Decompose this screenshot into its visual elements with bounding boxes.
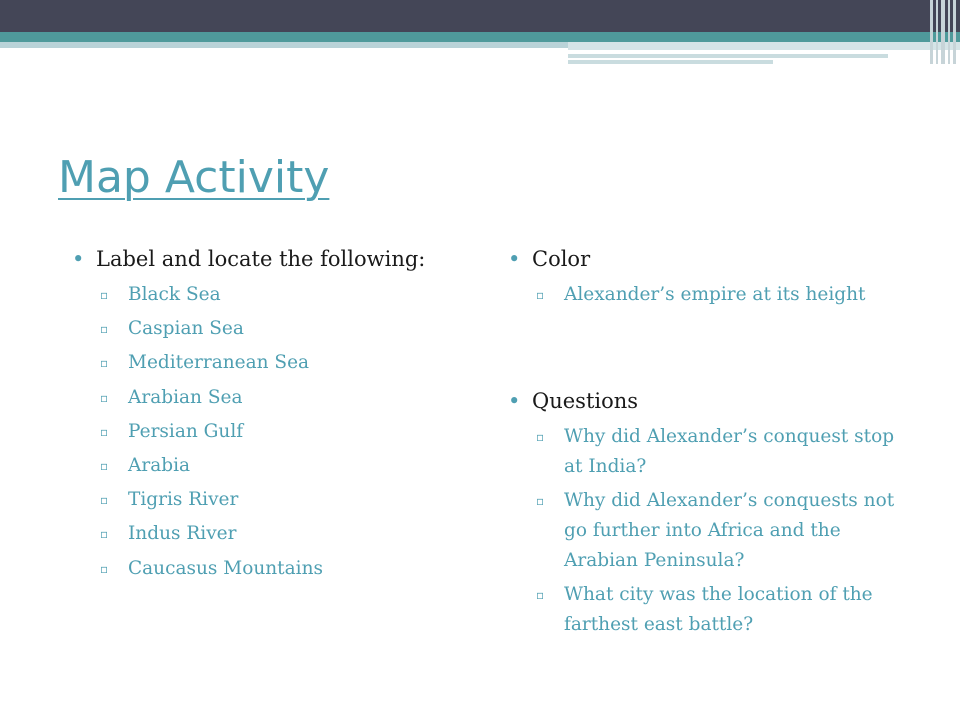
left-heading-text: Label and locate the following: [96,247,426,271]
bullet-icon: • [508,389,521,413]
list-item: ▫ What city was the location of the farthest east battle? [508,580,908,640]
sub-bullet-icon: ▫ [536,494,545,508]
slide-title[interactable]: Map Activity [58,152,330,203]
questions-heading-text: Questions [532,389,639,413]
questions-heading [508,386,908,416]
left-heading [72,244,452,274]
list-item: ▫ Tigris River [72,485,452,515]
list-item: ▫ Arabia [72,451,452,481]
sub-bullet-icon: ▫ [100,493,109,508]
sub-bullet-icon: ▫ [100,322,109,337]
sub-bullet-icon: ▫ [100,458,109,473]
sub-bullet-icon: ▫ [100,390,109,405]
bullet-icon: • [508,247,521,271]
top-banner-dark [0,0,960,32]
color-heading-text: Color [532,247,591,271]
sub-bullet-icon: ▫ [536,588,545,602]
sub-bullet-icon: ▫ [536,430,545,444]
corner-stripes [928,0,960,64]
sub-bullet-icon: ▫ [100,424,109,439]
list-item: ▫ Why did Alexander’s conquests not go further into Africa and the Arabian Peninsula? [508,486,908,576]
top-banner-teal [0,32,960,42]
color-list [508,280,908,310]
sub-bullet-icon: ▫ [100,561,109,576]
list-item: ▫ Why did Alexander’s conquest stop at India? [508,422,908,482]
top-banner-light-bar-right [568,42,960,50]
label-list [72,280,452,584]
color-heading [508,244,908,274]
sub-bullet-icon: ▫ [100,288,109,302]
list-item: ▫ Arabian Sea [72,383,452,413]
list-item: ▫ Black Sea [72,280,452,310]
questions-list [508,422,908,640]
sub-bullet-icon: ▫ [536,288,545,302]
bullet-icon: • [72,247,85,271]
list-item: ▫ Mediterranean Sea [72,348,452,378]
list-item: ▫ Caucasus Mountains [72,554,452,584]
left-column [72,244,452,588]
list-item: ▫ Alexander’s empire at its height [508,280,908,310]
sub-bullet-icon: ▫ [100,356,109,371]
top-banner-thin-line [568,54,888,58]
list-item: ▫ Indus River [72,519,452,549]
sub-bullet-icon: ▫ [100,527,109,542]
right-column [508,244,908,644]
list-item: ▫ Caspian Sea [72,314,452,344]
top-banner-thin-line-short [568,60,773,64]
top-banner-light-bar [0,42,568,48]
list-item: ▫ Persian Gulf [72,417,452,447]
